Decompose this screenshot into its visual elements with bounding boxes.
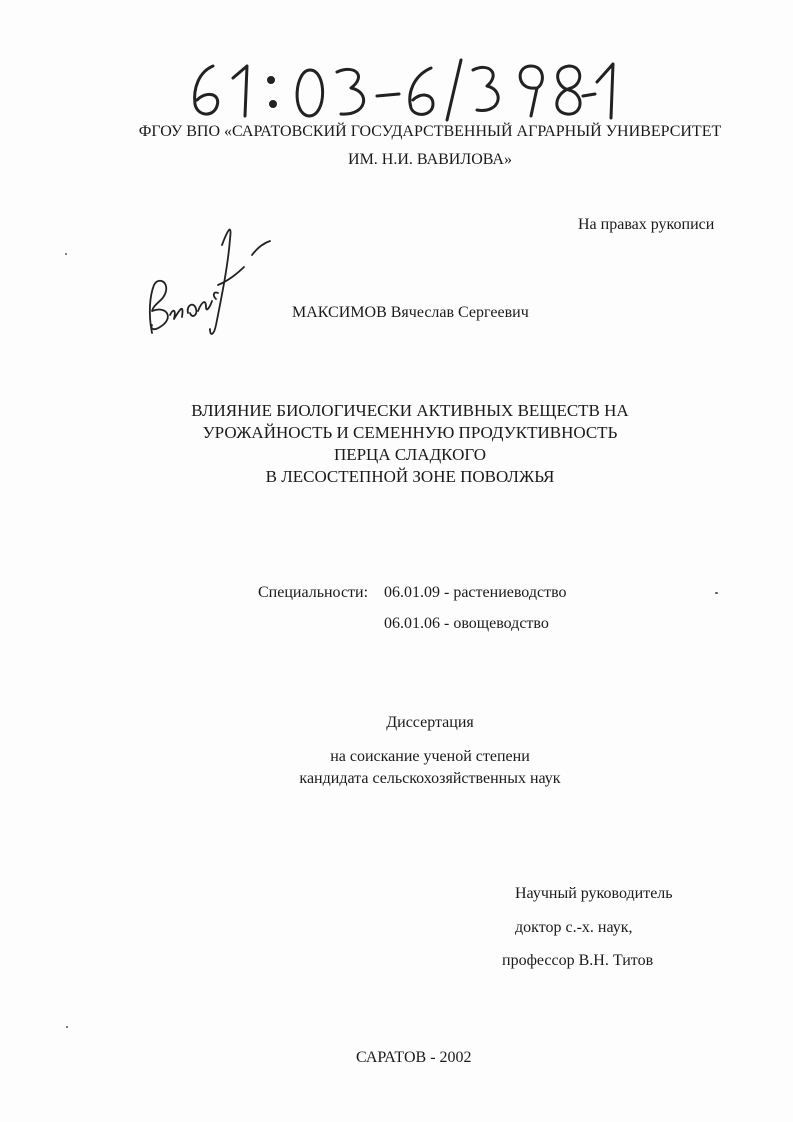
city-year: САРАТОВ - 2002 bbox=[356, 1049, 472, 1066]
manuscript-note: На правах рукописи bbox=[578, 216, 715, 233]
scan-speck bbox=[65, 253, 67, 255]
supervisor-role: Научный руководитель bbox=[515, 885, 673, 902]
specialties-label: Специальности: bbox=[258, 584, 369, 601]
supervisor-degree: доктор с.-х. наук, bbox=[515, 919, 633, 936]
specialty-first: 06.01.09 - растениеводство bbox=[384, 584, 567, 601]
institution-name-line1: ФГОУ ВПО «САРАТОВСКИЙ ГОСУДАРСТВЕННЫЙ АГРАРНЫЙ УНИВЕРСИТЕТ bbox=[138, 123, 722, 140]
dissertation-degree-line1: на соискание ученой степени bbox=[330, 748, 530, 765]
title-line-4: В ЛЕСОСТЕПНОЙ ЗОНЕ ПОВОЛЖЬЯ bbox=[265, 467, 555, 486]
scan-speck bbox=[715, 592, 718, 594]
specialty-second: 06.01.06 - овощеводство bbox=[384, 615, 549, 632]
dissertation-heading: Диссертация bbox=[386, 714, 474, 731]
author-name: МАКСИМОВ Вячеслав Сергеевич bbox=[292, 304, 529, 321]
handwritten-signature bbox=[140, 215, 275, 340]
dissertation-degree-line2: кандидата сельскохозяйственных наук bbox=[299, 770, 561, 787]
supervisor-name: профессор В.Н. Титов bbox=[502, 952, 654, 969]
title-line-3: ПЕРЦА СЛАДКОГО bbox=[333, 445, 487, 464]
handwritten-archive-number bbox=[185, 58, 625, 122]
title-line-1: ВЛИЯНИЕ БИОЛОГИЧЕСКИ АКТИВНЫХ ВЕЩЕСТВ НА bbox=[191, 401, 629, 420]
scan-speck bbox=[66, 1026, 68, 1028]
institution-name-line2: ИМ. Н.И. ВАВИЛОВА» bbox=[348, 151, 512, 168]
title-line-2: УРОЖАЙНОСТЬ И СЕМЕННУЮ ПРОДУКТИВНОСТЬ bbox=[202, 423, 618, 442]
